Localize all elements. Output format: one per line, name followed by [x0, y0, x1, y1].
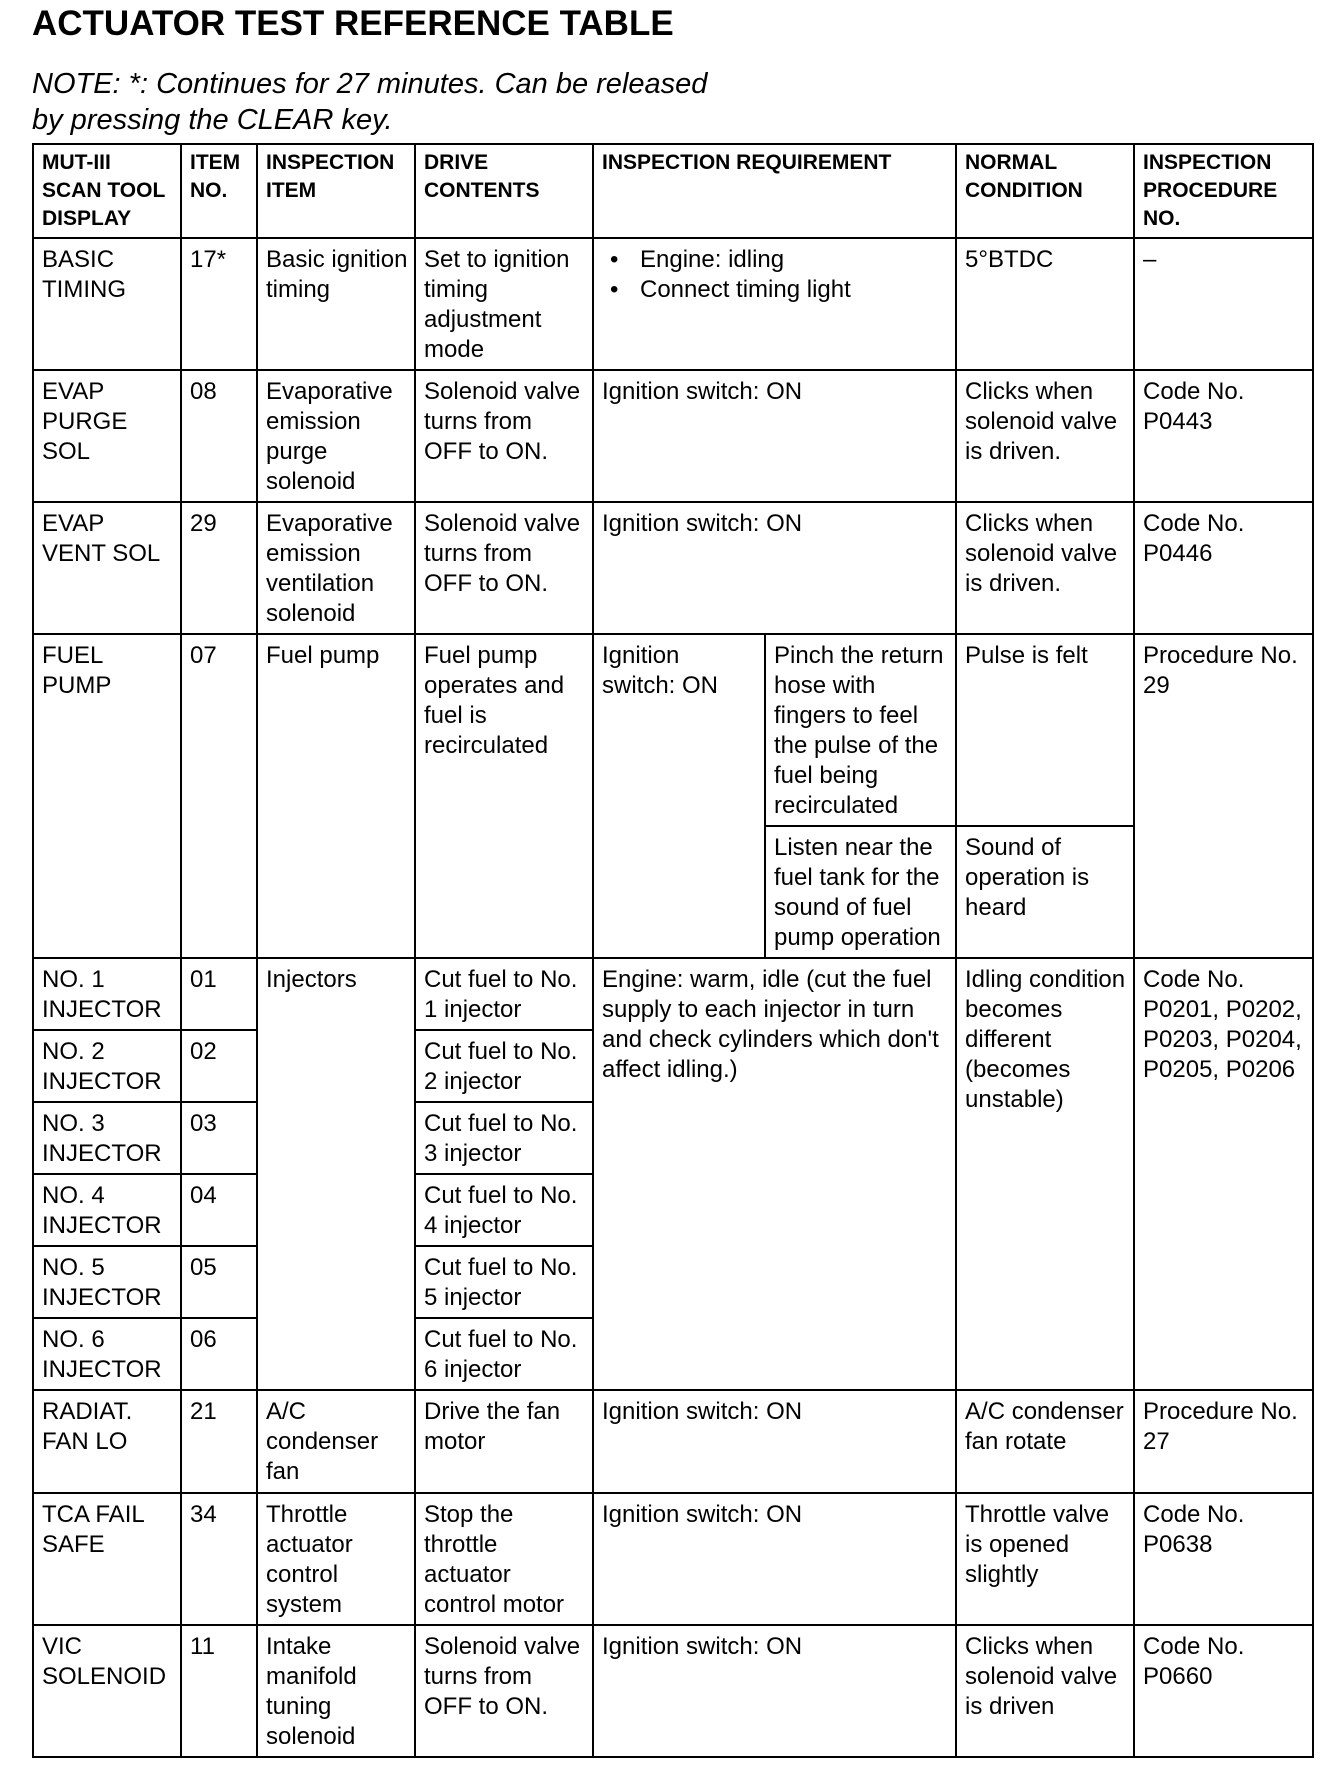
cell-procedure-no: Code No. P0446 [1134, 502, 1313, 634]
table-row [33, 1390, 1313, 1493]
cell-inspection-item: Fuel pump [257, 634, 415, 958]
cell-normal-condition: Clicks when solenoid valve is driven [956, 1625, 1134, 1757]
cell-display: VIC SOLENOID [33, 1625, 181, 1757]
cell-normal-condition: Sound of operation is heard [956, 826, 1134, 958]
cell-item-no: 11 [181, 1625, 257, 1757]
cell-inspection-item: Throttle actuator control system [257, 1493, 415, 1625]
cell-drive-contents: Solenoid valve turns from OFF to ON. [415, 502, 593, 634]
cell-display: FUEL PUMP [33, 634, 181, 958]
header-procedure-no: INSPECTION PROCEDURE NO. [1134, 144, 1313, 238]
cell-item-no: 21 [181, 1390, 257, 1493]
table-row [33, 370, 1313, 502]
cell-inspection-item: Basic ignition timing [257, 238, 415, 370]
cell-drive-contents: Fuel pump operates and fuel is recirculated [415, 634, 593, 958]
cell-drive-contents: Solenoid valve turns from OFF to ON. [415, 370, 593, 502]
header-inspection-requirement: INSPECTION REQUIREMENT [593, 144, 956, 238]
note [32, 66, 932, 138]
cell-procedure-no: Code No. P0201, P0202, P0203, P0204, P0205, P0206 [1134, 958, 1313, 1390]
cell-display: NO. 2 INJECTOR [33, 1030, 181, 1102]
cell-procedure-no: Code No. P0443 [1134, 370, 1313, 502]
cell-display: NO. 4 INJECTOR [33, 1174, 181, 1246]
cell-drive-contents: Cut fuel to No. 1 injector [415, 958, 593, 1030]
cell-inspection-item: Evaporative emission ventilation solenoid [257, 502, 415, 634]
cell-item-no: 06 [181, 1318, 257, 1390]
header-display: MUT-III SCAN TOOL DISPLAY [33, 144, 181, 238]
cell-drive-contents: Cut fuel to No. 2 injector [415, 1030, 593, 1102]
cell-inspection-method: Listen near the fuel tank for the sound of fuel pump operation [765, 826, 956, 958]
cell-procedure-no: Procedure No. 29 [1134, 634, 1313, 958]
cell-inspection-requirement: Ignition switch: ON [593, 634, 765, 958]
header-inspection-item: INSPECTION ITEM [257, 144, 415, 238]
cell-inspection-requirement: Ignition switch: ON [593, 370, 956, 502]
cell-normal-condition: 5°BTDC [956, 238, 1134, 370]
cell-inspection-item: Injectors [257, 958, 415, 1390]
header-item-no: ITEM NO. [181, 144, 257, 238]
cell-item-no: 17* [181, 238, 257, 370]
cell-inspection-requirement: Ignition switch: ON [593, 1625, 956, 1757]
cell-normal-condition: Clicks when solenoid valve is driven. [956, 502, 1134, 634]
cell-inspection-item: A/C condenser fan [257, 1390, 415, 1493]
requirement-list [602, 245, 949, 305]
cell-item-no: 07 [181, 634, 257, 958]
cell-procedure-no: Code No. P0638 [1134, 1493, 1313, 1625]
cell-display: EVAP VENT SOL [33, 502, 181, 634]
header-normal-condition: NORMAL CONDITION [956, 144, 1134, 238]
cell-item-no: 34 [181, 1493, 257, 1625]
cell-inspection-item: Intake manifold tuning solenoid [257, 1625, 415, 1757]
cell-display: NO. 6 INJECTOR [33, 1318, 181, 1390]
cell-drive-contents: Cut fuel to No. 6 injector [415, 1318, 593, 1390]
cell-display: EVAP PURGE SOL [33, 370, 181, 502]
cell-drive-contents: Cut fuel to No. 5 injector [415, 1246, 593, 1318]
cell-item-no: 04 [181, 1174, 257, 1246]
header-drive-contents: DRIVE CONTENTS [415, 144, 593, 238]
cell-inspection-requirement: Ignition switch: ON [593, 502, 956, 634]
cell-normal-condition: Throttle valve is opened slightly [956, 1493, 1134, 1625]
cell-procedure-no: Procedure No. 27 [1134, 1390, 1313, 1493]
cell-item-no: 03 [181, 1102, 257, 1174]
cell-drive-contents: Cut fuel to No. 4 injector [415, 1174, 593, 1246]
table-row [33, 502, 1313, 634]
cell-normal-condition: A/C condenser fan rotate [956, 1390, 1134, 1493]
list-item: • Engine: idling [602, 245, 949, 275]
table-row [33, 958, 1313, 1030]
cell-inspection-requirement: Ignition switch: ON [593, 1493, 956, 1625]
cell-inspection-requirement: Engine: warm, idle (cut the fuel supply to each injector in turn and check cylinders which don't affect idling.) [593, 958, 956, 1390]
cell-item-no: 05 [181, 1246, 257, 1318]
table-row [33, 238, 1313, 370]
cell-item-no: 08 [181, 370, 257, 502]
table-row [33, 1625, 1313, 1757]
cell-drive-contents: Set to ignition timing adjustment mode [415, 238, 593, 370]
cell-drive-contents: Solenoid valve turns from OFF to ON. [415, 1625, 593, 1757]
cell-inspection-requirement: Ignition switch: ON [593, 1390, 956, 1493]
cell-drive-contents: Drive the fan motor [415, 1390, 593, 1493]
cell-drive-contents: Cut fuel to No. 3 injector [415, 1102, 593, 1174]
cell-display: BASIC TIMING [33, 238, 181, 370]
table-row [33, 1493, 1313, 1625]
cell-inspection-item: Evaporative emission purge solenoid [257, 370, 415, 502]
cell-display: RADIAT. FAN LO [33, 1390, 181, 1493]
header-row [33, 144, 1313, 238]
cell-inspection-method: Pinch the return hose with fingers to feel the pulse of the fuel being recirculated [765, 634, 956, 826]
cell-inspection-requirement [593, 238, 956, 370]
cell-normal-condition: Clicks when solenoid valve is driven. [956, 370, 1134, 502]
note-line-2: by pressing the CLEAR key. [32, 104, 393, 136]
list-item: • Connect timing light [602, 275, 949, 305]
cell-display: TCA FAIL SAFE [33, 1493, 181, 1625]
cell-item-no: 29 [181, 502, 257, 634]
document-title: ACTUATOR TEST REFERENCE TABLE [32, 4, 674, 43]
cell-normal-condition: Idling condition becomes different (becomes unstable) [956, 958, 1134, 1390]
cell-item-no: 01 [181, 958, 257, 1030]
cell-procedure-no: Code No. P0660 [1134, 1625, 1313, 1757]
actuator-test-table [32, 143, 1314, 1758]
cell-drive-contents: Stop the throttle actuator control motor [415, 1493, 593, 1625]
cell-item-no: 02 [181, 1030, 257, 1102]
cell-procedure-no: – [1134, 238, 1313, 370]
cell-display: NO. 3 INJECTOR [33, 1102, 181, 1174]
cell-display: NO. 5 INJECTOR [33, 1246, 181, 1318]
cell-normal-condition: Pulse is felt [956, 634, 1134, 826]
table-row [33, 634, 1313, 826]
note-line-1: NOTE: *: Continues for 27 minutes. Can be released [32, 68, 708, 100]
cell-display: NO. 1 INJECTOR [33, 958, 181, 1030]
